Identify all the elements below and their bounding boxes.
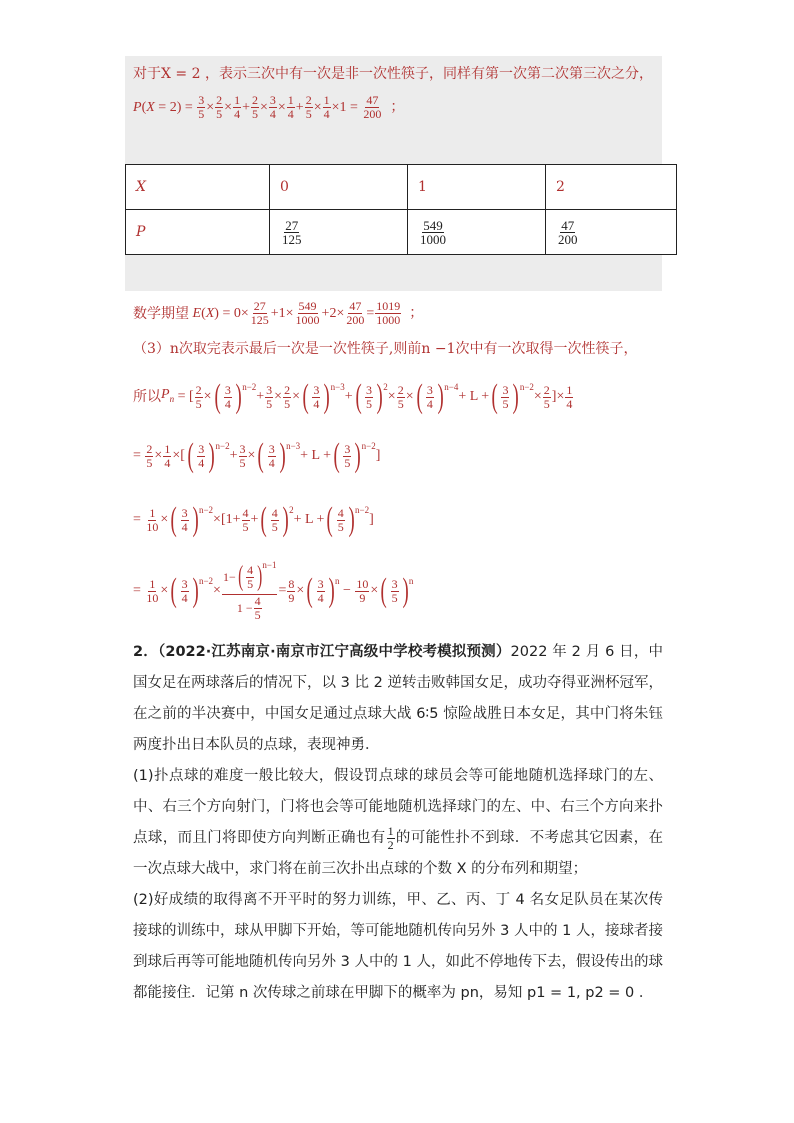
part1-tail-text: 的可能性扑不到球．不考虑其它因素，在一次点球大战中，求门将在前三次扑出点球的个数 X 的分布列和期望；	[133, 830, 664, 877]
expectation-label: 数学期望	[133, 305, 189, 322]
problem-2-part2	[133, 885, 663, 1009]
row-label-x: X	[126, 165, 270, 210]
problem-2	[133, 637, 663, 1009]
problem-source: （2022·江苏南京·南京市江宁高级中学校考模拟预测）	[157, 644, 511, 660]
part3-line	[133, 339, 637, 359]
x2-intro-text: 对于X = 2 ，表示三次中有一次是非一次性筷子，同样有第一次第二次第三次之分，	[133, 66, 653, 82]
expectation-line: 数学期望 E ( X ) = 0× $\frac{27}{125}$ +1× $\frac{549}{1000}$ +2× $\frac{47}{200}$ = $\frac{1019}{1000}$ ；	[133, 299, 424, 327]
x2-intro	[133, 64, 653, 84]
table-row-x	[126, 165, 677, 210]
distribution-table	[125, 164, 677, 255]
part3-text: （3）n次取完表示最后一次是一次性筷子,则前n −1次中有一次取得一次性筷子，	[133, 341, 638, 357]
problem-intro-text: 2022 年 2 月 6 日，中国女足在两球落后的情况下，以 3 比 2 逆转击败韩国女足，成功夺得亚洲杯冠军，在之前的半决赛中，中国女足通过点球大战 6∶5 惊险战胜日本女足，其中门将朱钰两度扑出日本队员的点球，表现神勇．	[133, 644, 663, 753]
step2: = $\frac{2}{5}$ × $\frac{1}{4}$ ×[ ( $\frac{3}{4}$ ) n−2 + $\frac{3}{5}$ × ( $\frac{3}{4}$ ) n−3 + L + ( $\frac{3}{5}$ ) n−2 ]	[133, 437, 381, 474]
cell-p-0: $\frac{27}{125}$	[270, 210, 408, 255]
part1-text: (1)扑点球的难度一般比较大，假设罚点球的球员会等可能地随机选择球门的左、中、右三个方向射门，门将也会等可能地随机选择球门的左、中、右三个方向来扑点球，而且门将即使方向判断正确也有	[133, 768, 663, 846]
part1-fraction: $\frac{1}{2}$	[387, 823, 394, 852]
step1: 所以 $P_n$ = [ $\frac{2}{5}$ × ( $\frac{3}{4}$ ) n−2 + $\frac{3}{5}$ × $\frac{2}{5}$ × ( $\frac{3}{4}$ ) n−3 + ( $\frac{3}{5}$ ) 2 × $\frac{2}{5}$ × ( $\frac{3}{4}$ ) n−4 + L + ( $\frac{3}{5}$ ) n−2 × $\frac{2}{5}$ ]× $\frac{1}{4}$	[133, 378, 573, 415]
cell-x-0: 0	[270, 165, 408, 210]
step4: = $\frac{1}{10}$ × ( $\frac{3}{4}$ ) n−2 × 1− ( $\frac{4}{5}$ ) n−1 1 − $\frac{4}{5}$ = $\frac{8}{9}$ × ( $\frac{3}{4}$ ) n − $\frac{10}{9}$ × ( $\frac{3}{5}$ ) n	[133, 559, 414, 622]
x2-formula: P ( X = 2) = $\frac{3}{5}$ × $\frac{2}{5}$ × $\frac{1}{4}$ + $\frac{2}{5}$ × $\frac{3}{4}$ × $\frac{1}{4}$ + $\frac{2}{5}$ × $\frac{1}{4}$ ×1 = $\frac{47}{200}$ ；	[133, 93, 405, 121]
problem-2-intro	[133, 637, 663, 761]
cell-x-1: 1	[408, 165, 546, 210]
so-label: 所以	[133, 389, 161, 405]
row-label-p: P	[126, 210, 270, 255]
problem-2-part1	[133, 761, 663, 885]
part2-text: (2)好成绩的取得离不开平时的努力训练，甲、乙、丙、丁 4 名女足队员在某次传接球的训练中，球从甲脚下开始，等可能地随机传向另外 3 人中的 1 人，接球者接到球后再等可能地随机传向另外 3 人中的 1 人，如此不停地传下去，假设传出的球都能接住．记第 n 次传球之前球在甲脚下的概率为 pn，易知 p1 = 1, p2 = 0 ．	[133, 892, 663, 1001]
cell-x-2: 2	[546, 165, 677, 210]
step3: = $\frac{1}{10}$ × ( $\frac{3}{4}$ ) n−2 ×[1+ $\frac{4}{5}$ + ( $\frac{4}{5}$ ) 2 + L + ( $\frac{4}{5}$ ) n−2 ]	[133, 501, 374, 538]
table-row-p	[126, 210, 677, 255]
cell-p-1: $\frac{549}{1000}$	[408, 210, 546, 255]
cell-p-2: $\frac{47}{200}$	[546, 210, 677, 255]
problem-number: 2．	[133, 644, 158, 660]
